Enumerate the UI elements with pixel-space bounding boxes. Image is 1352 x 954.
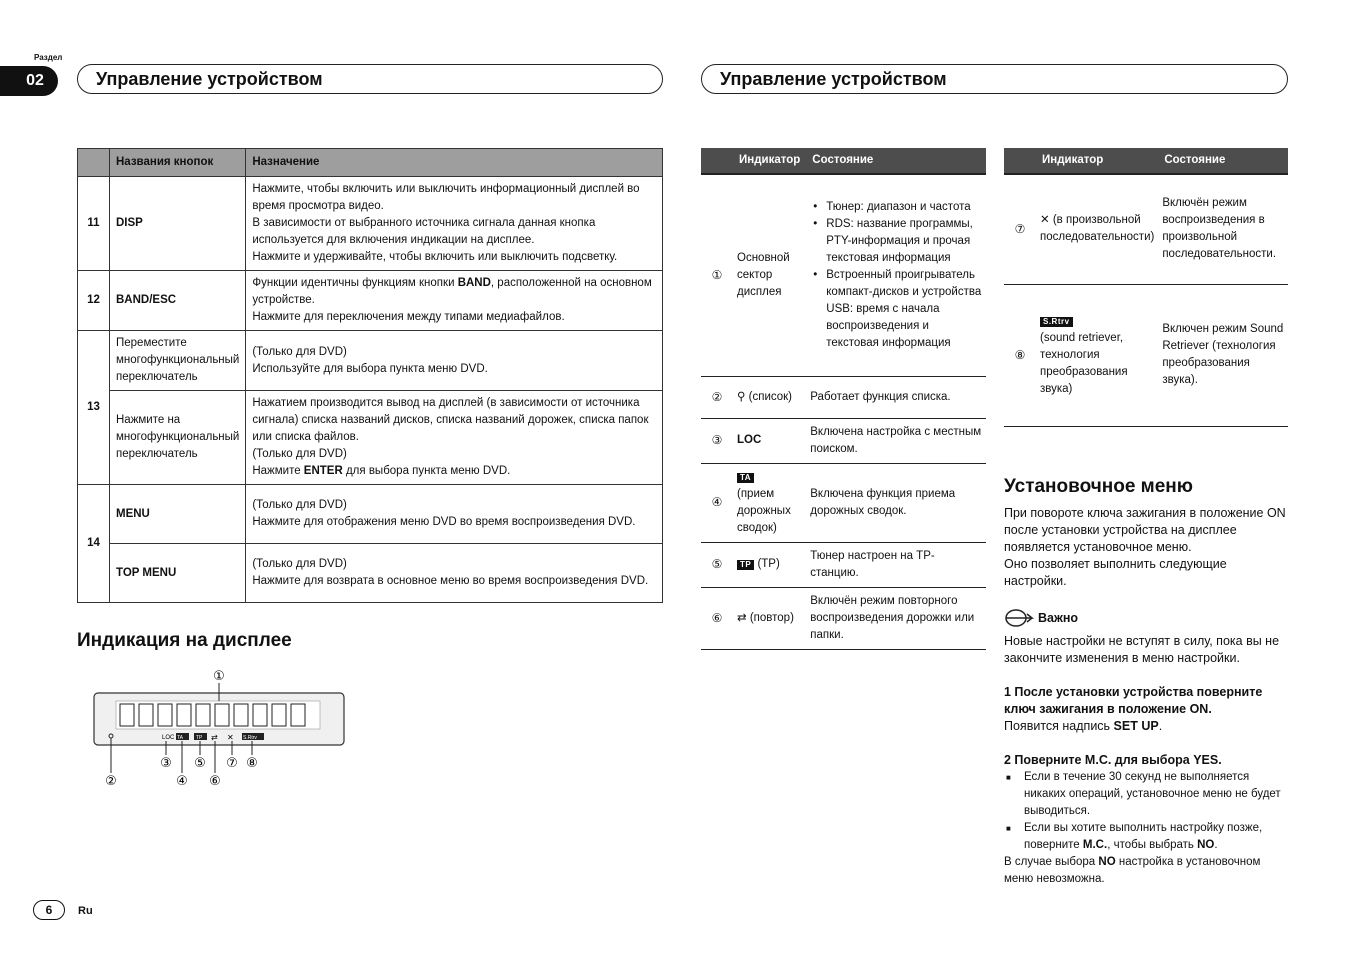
- button-name: MENU: [110, 485, 246, 544]
- indicator-state: Включён режим повторного воспроизведения дорожки или папки.: [806, 587, 986, 649]
- list-item: • Встроенный проигрыватель компакт-дисков и устройства USB: время с начала воспроизведения и текстовая информация: [826, 267, 982, 352]
- tp-tag: TP: [737, 560, 754, 570]
- callout-7: ⑦: [226, 756, 238, 771]
- table-row: [701, 418, 986, 463]
- indicator-name: ✕ (в произвольной последовательности): [1036, 174, 1158, 284]
- indicator-name: TA (прием дорожных сводок): [733, 463, 806, 542]
- list-item: ■ Если в течение 30 секунд не выполняется никаких операций, установочное меню не будет выводиться.: [1006, 771, 1281, 817]
- table-row: [701, 174, 986, 376]
- indicator-number: ⑦: [1004, 174, 1036, 284]
- page-header-right: Управление устройством: [701, 64, 1288, 94]
- indicator-state: Работает функция списка.: [806, 376, 986, 418]
- callout-4: ④: [176, 774, 188, 789]
- col-header-button-names: Названия кнопок: [110, 149, 246, 177]
- indicator-table-2: [1004, 148, 1288, 427]
- indicator-number: ⑤: [701, 542, 733, 587]
- random-icon: ✕: [227, 733, 234, 742]
- row-desc-line: Нажмите для переключения между типами медиафайлов.: [252, 311, 565, 323]
- step-1-text: Появится надпись SET UP.: [1004, 719, 1163, 733]
- table-row: [701, 376, 986, 418]
- indicator-name: ⚲ (список): [733, 376, 806, 418]
- callout-5: ⑤: [194, 756, 206, 771]
- tp-indicator-label: TP: [196, 735, 203, 741]
- page-number: 6: [33, 900, 65, 920]
- display-main-sector: [116, 701, 320, 729]
- row-number: 11: [78, 177, 110, 271]
- callout-1: ①: [213, 669, 225, 684]
- indicator-state: Включен режим Sound Retriever (технология преобразования звука).: [1158, 284, 1288, 426]
- indicator-name: Основной сектор дисплея: [733, 174, 806, 376]
- callout-2: ②: [105, 774, 117, 789]
- important-text: Новые настройки не вступят в силу, пока вы не закончите изменения в меню настройки.: [1004, 634, 1280, 665]
- repeat-icon: ⇄: [211, 733, 218, 742]
- table-row: [78, 271, 663, 331]
- row-desc-line: Функции идентичны функциям кнопки BAND, расположенной на основном устройстве.: [252, 277, 652, 306]
- col-header-indicator: Индикатор: [1036, 148, 1158, 174]
- indicator-state: Тюнер настроен на TP-станцию.: [806, 542, 986, 587]
- step-2-title: 2 Поверните M.C. для выбора YES.: [1004, 753, 1222, 767]
- row-desc-line: Нажмите ENTER для выбора пункта меню DVD.: [252, 465, 511, 477]
- row-desc-line: Нажмите для возврата в основное меню во время воспроизведения DVD.: [252, 575, 649, 587]
- step-2-notes: [1004, 769, 1288, 888]
- indicator-name: S.Rtrv (sound retriever, технология преобразования звука): [1036, 284, 1158, 426]
- button-name: Переместите многофункциональный переключатель: [110, 331, 246, 391]
- row-desc-line: (Только для DVD): [252, 345, 347, 358]
- row-desc-line: Нажмите для отображения меню DVD во время воспроизведения DVD.: [252, 516, 636, 528]
- row-number: 13: [78, 331, 110, 485]
- callout-3: ③: [160, 756, 172, 771]
- indicator-number: ④: [701, 463, 733, 542]
- table-row: [1004, 284, 1288, 426]
- indicator-number: ⑧: [1004, 284, 1036, 426]
- col-header-purpose: Назначение: [246, 149, 663, 177]
- row-desc-line: (Только для DVD): [252, 499, 347, 511]
- setup-menu-title: Установочное меню: [1004, 476, 1193, 497]
- list-item: ■ Если вы хотите выполнить настройку позже, поверните M.C., чтобы выбрать NO.: [1006, 822, 1263, 851]
- callout-6: ⑥: [209, 774, 221, 789]
- row-desc-line: Нажмите, чтобы включить или выключить информационный дисплей во время просмотра видео.: [252, 183, 640, 212]
- button-name: TOP MENU: [110, 544, 246, 603]
- important-icon: [1004, 609, 1034, 627]
- col-header-indicator: Индикатор: [733, 148, 806, 174]
- state-list: [810, 199, 982, 352]
- section-number: 02: [0, 66, 58, 96]
- indicator-state: Включён режим воспроизведения в произвольной последовательности.: [1158, 174, 1288, 284]
- row-desc-line: (Только для DVD): [252, 558, 347, 570]
- paragraph: В случае выбора NO настройка в установочном меню невозможна.: [1004, 856, 1261, 885]
- table-row: [78, 485, 663, 544]
- callout-8: ⑧: [246, 756, 258, 771]
- table-row: [701, 587, 986, 649]
- table-row: [78, 331, 663, 391]
- row-number: 14: [78, 485, 110, 603]
- table-row: [78, 544, 663, 603]
- button-name: BAND/ESC: [110, 271, 246, 331]
- row-desc-line: (Только для DVD): [252, 448, 347, 460]
- display-section-title: Индикация на дисплее: [77, 630, 292, 651]
- col-header-state: Состояние: [806, 148, 986, 174]
- table-row: [701, 463, 986, 542]
- row-desc-line: Нажатием производится вывод на дисплей (в зависимости от источника сигнала) списка названий дисков, списка названий дорожек, списка папок или списка файлов.: [252, 397, 649, 443]
- indicator-name: TP (TP): [733, 542, 806, 587]
- setup-intro: [1004, 505, 1288, 590]
- srtrv-indicator-label: S.Rtrv: [243, 735, 257, 741]
- indicator-name: LOC: [733, 418, 806, 463]
- row-number: 12: [78, 271, 110, 331]
- list-item: • Тюнер: диапазон и частота: [826, 199, 982, 216]
- important-note-header: [1004, 609, 1078, 627]
- indicator-table-1: [701, 148, 986, 650]
- table-row: [78, 177, 663, 271]
- paragraph: При повороте ключа зажигания в положение ON после установки устройства на дисплее появляется установочное меню.: [1004, 506, 1286, 554]
- table-row: [78, 391, 663, 485]
- language-code: Ru: [78, 905, 93, 917]
- indicator-state: Включена функция приема дорожных сводок.: [806, 463, 986, 542]
- paragraph: Оно позволяет выполнить следующие настройки.: [1004, 557, 1227, 588]
- button-name: DISP: [110, 177, 246, 271]
- table-row: [701, 542, 986, 587]
- indicator-name: ⇄ (повтор): [733, 587, 806, 649]
- ta-indicator-label: TA: [177, 735, 184, 741]
- row-desc-line: В зависимости от выбранного источника сигнала данная кнопка используется для включения индикации на дисплее.: [252, 217, 596, 246]
- button-name: Нажмите на многофункциональный переключатель: [110, 391, 246, 485]
- srtrv-tag: S.Rtrv: [1040, 317, 1073, 327]
- repeat-icon: ⇄: [737, 611, 747, 624]
- search-icon: ⚲: [737, 390, 746, 403]
- section-label: Раздел: [34, 53, 63, 62]
- page-header-left: Управление устройством: [77, 64, 663, 94]
- indicator-number: ②: [701, 376, 733, 418]
- ta-tag: TA: [737, 473, 754, 483]
- indicator-number: ⑥: [701, 587, 733, 649]
- step-1-title: 1 После установки устройства поверните ключ зажигания в положение ON.: [1004, 685, 1263, 716]
- loc-indicator: LOC: [162, 735, 175, 741]
- col-header-state: Состояние: [1158, 148, 1288, 174]
- list-item: • RDS: название программы, PTY-информация и прочая текстовая информация: [826, 216, 982, 267]
- table-row: [1004, 174, 1288, 284]
- random-icon: ✕: [1040, 214, 1050, 227]
- important-label: Важно: [1038, 611, 1079, 625]
- indicator-number: ③: [701, 418, 733, 463]
- buttons-table: [77, 148, 663, 603]
- indicator-state: Включена настройка с местным поиском.: [806, 418, 986, 463]
- row-desc-line: Нажмите и удерживайте, чтобы включить или выключить подсветку.: [252, 251, 618, 263]
- row-desc-line: Используйте для выбора пункта меню DVD.: [252, 362, 488, 375]
- indicator-number: ①: [701, 174, 733, 376]
- display-diagram: [90, 665, 350, 795]
